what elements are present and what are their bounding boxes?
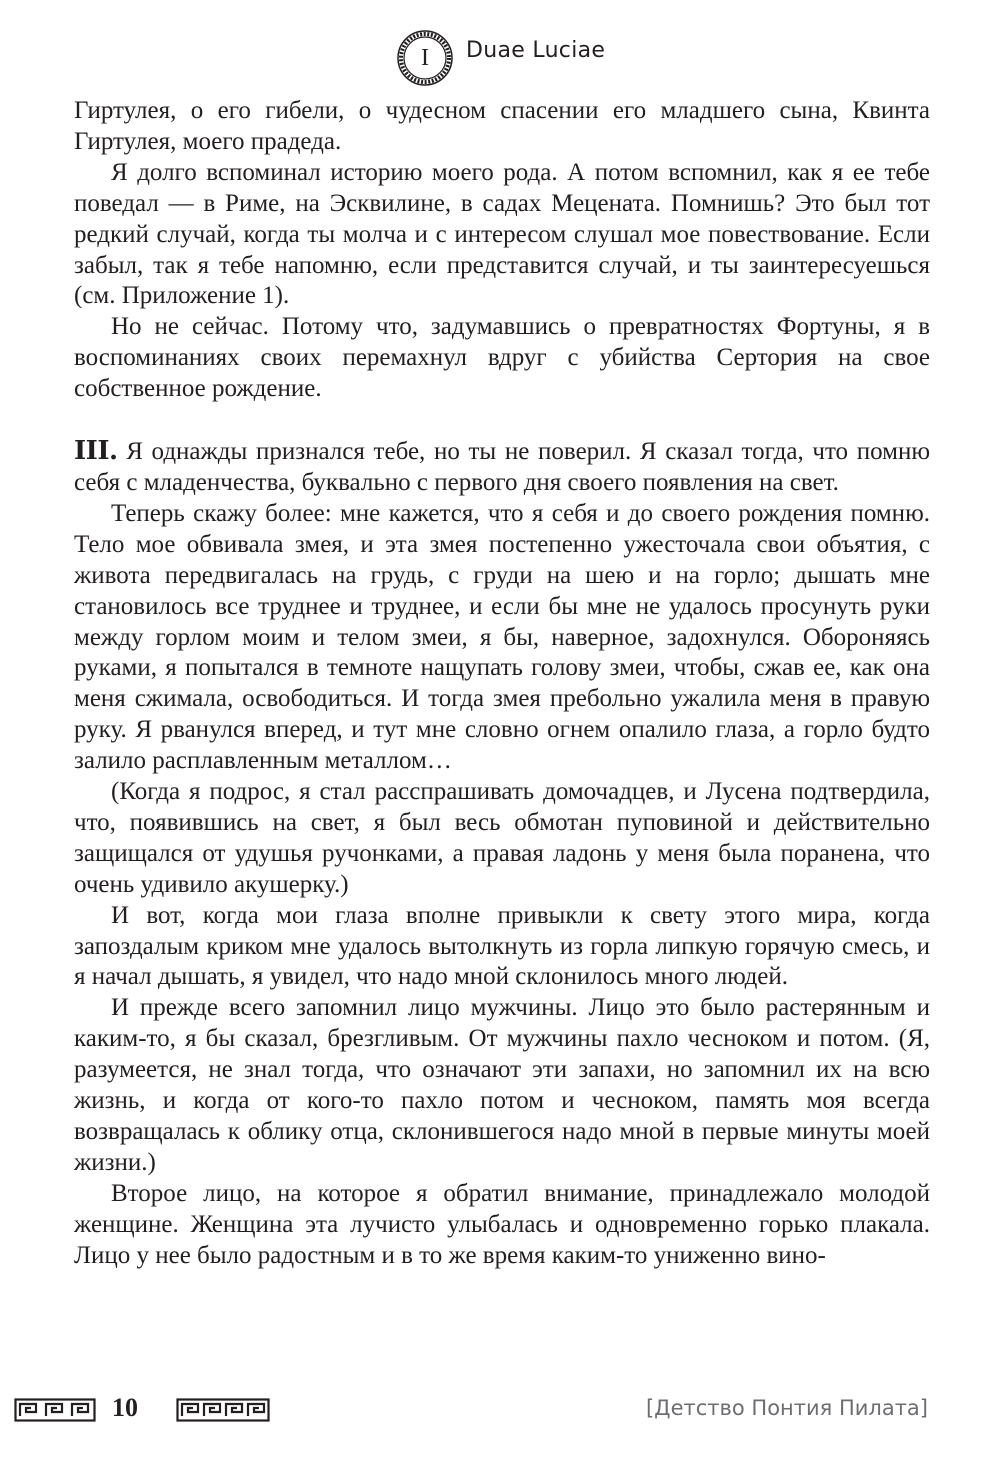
chapter-badge [397, 30, 453, 86]
page-footer [0, 1392, 1000, 1432]
running-title: Duae Luciae [466, 38, 606, 63]
paragraph: И вот, когда мои глаза вполне привыкли к свету этого мира, когда запоздалым криком мне удалось вытолкнуть из горла липкую горячую смесь, и я начал дышать, я увидел, что надо мной склонилось много людей. [74, 901, 930, 991]
chapter-numeral: I [421, 45, 429, 71]
section-opening-paragraph [74, 436, 930, 499]
paragraph: Теперь скажу более: мне кажется, что я себя и до своего рождения помню. Тело мое обвивала змея, и эта змея постепенно ужесточала свои объятия, с живота передвигалась на грудь, с груди на шею и на горло; дышать мне становилось все труднее и труднее, и если бы мне не удалось просунуть руки между горлом моим и телом змеи, я бы, наверное, задохнулся. Обороняясь руками, я попытался в темноте нащупать голову змеи, чтобы, сжав ее, как она меня сжимала, освободиться. И тогда змея пребольно ужалила меня в правую руку. Я рванулся вперед, и тут мне словно огнем опалило глаза, а горло будто залило расплавленным металлом… [74, 499, 930, 775]
paragraph: Гиртулея, о его гибели, о чудесном спасении его младшего сына, Квинта Гиртулея, моего прадеда. [74, 97, 930, 155]
greek-key-ornament-left-icon [14, 1398, 96, 1422]
paragraph-text: Я однажды признался тебе, но ты не поверил. Я сказал тогда, что помню себя с младенчества, буквально с первого дня своего появления на свет. [74, 438, 930, 496]
paragraph: Но не сейчас. Потому что, задумавшись о превратностях Фортуны, я в воспоминаниях своих перемахнул вдруг с убийства Сертория на свое собственное рождение. [74, 313, 930, 403]
body-text [74, 96, 930, 1272]
paragraph: (Когда я подрос, я стал расспрашивать домочадцев, и Лусена подтвердила, что, появившись на свет, я был весь обмотан пуповиной и действительно защищался от удушья ручонками, а правая ладонь у меня была поранена, что очень удивило акушерку.) [74, 778, 930, 898]
book-title: [Детство Понтия Пилата] [645, 1396, 928, 1420]
paragraph: И прежде всего запомнил лицо мужчины. Лицо это было растерянным и каким-то, я бы сказал, брезгливым. От мужчины пахло чесноком и потом. (Я, разумеется, не знал тогда, что означают эти запахи, но запомнил их на всю жизнь, и когда от кого-то пахло потом и чесноком, память моя всегда возвращалась к облику отца, склонившегося надо мной в первые минуты моей жизни.) [74, 994, 930, 1176]
page-number: 10 [112, 1393, 138, 1422]
paragraph: Я долго вспоминал историю моего рода. А потом вспомнил, как я ее тебе поведал — в Риме, на Эсквилине, в садах Мецената. Помнишь? Это был тот редкий случай, когда ты молча и с интересом слушал мое повествование. Если забыл, так я тебе напомню, если представится случай, и ты заинтересуешься (см. Приложение 1). [74, 158, 930, 310]
page-header [0, 24, 1000, 94]
paragraph: Второе лицо, на которое я обратил внимание, принадлежало молодой женщине. Женщина эта лучисто улыбалась и одновременно горько плакала. Лицо у нее было радостным и в то же время каким-то униженно вино- [74, 1179, 930, 1269]
section-number: III. [74, 436, 118, 467]
greek-key-ornament-right-icon [176, 1398, 270, 1422]
